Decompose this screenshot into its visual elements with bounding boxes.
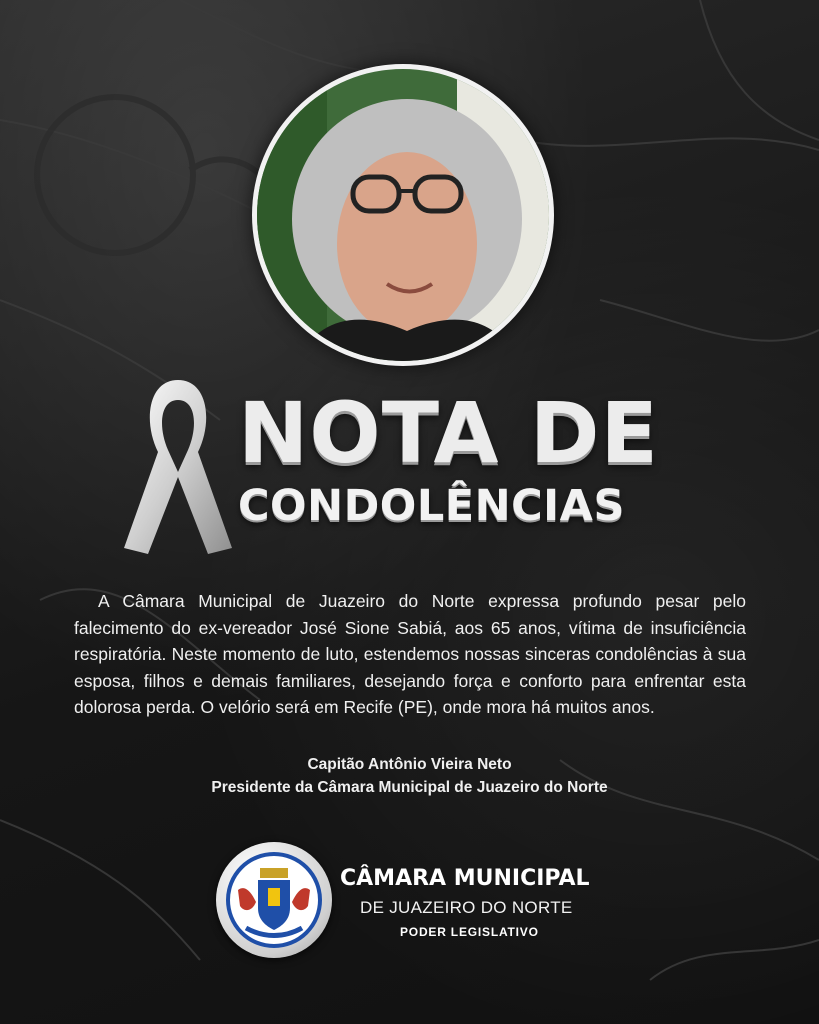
institution-branch: PODER LEGISLATIVO bbox=[400, 925, 539, 939]
condolence-paragraph: A Câmara Municipal de Juazeiro do Norte expressa profundo pesar pelo falecimento do ex-vereador José Sione Sabiá, aos 65 anos, vítima de insuficiência respiratória. Neste momento de luto, estendemos nossas sinceras condolências à sua esposa, filhos e demais familiares, desejando força e conforto para enfrentar esta dolorosa perda. O velório será em Recife (PE), onde mora há muitos anos. bbox=[74, 591, 746, 717]
municipal-coat-of-arms-icon bbox=[224, 850, 324, 950]
title-line2: CONDOLÊNCIAS bbox=[238, 481, 625, 531]
portrait-photo bbox=[257, 69, 549, 361]
signatory-name: Capitão Antônio Vieira Neto bbox=[307, 756, 512, 773]
portrait-frame bbox=[252, 64, 554, 366]
institution-seal bbox=[216, 842, 332, 958]
mourning-ribbon-icon bbox=[118, 372, 238, 557]
institution-city: DE JUAZEIRO DO NORTE bbox=[360, 898, 573, 917]
title-line1: NOTA DE bbox=[238, 384, 659, 482]
institution-name: CÂMARA MUNICIPAL bbox=[340, 866, 590, 891]
signatory-role: Presidente da Câmara Municipal de Juazeiro do Norte bbox=[211, 779, 608, 796]
